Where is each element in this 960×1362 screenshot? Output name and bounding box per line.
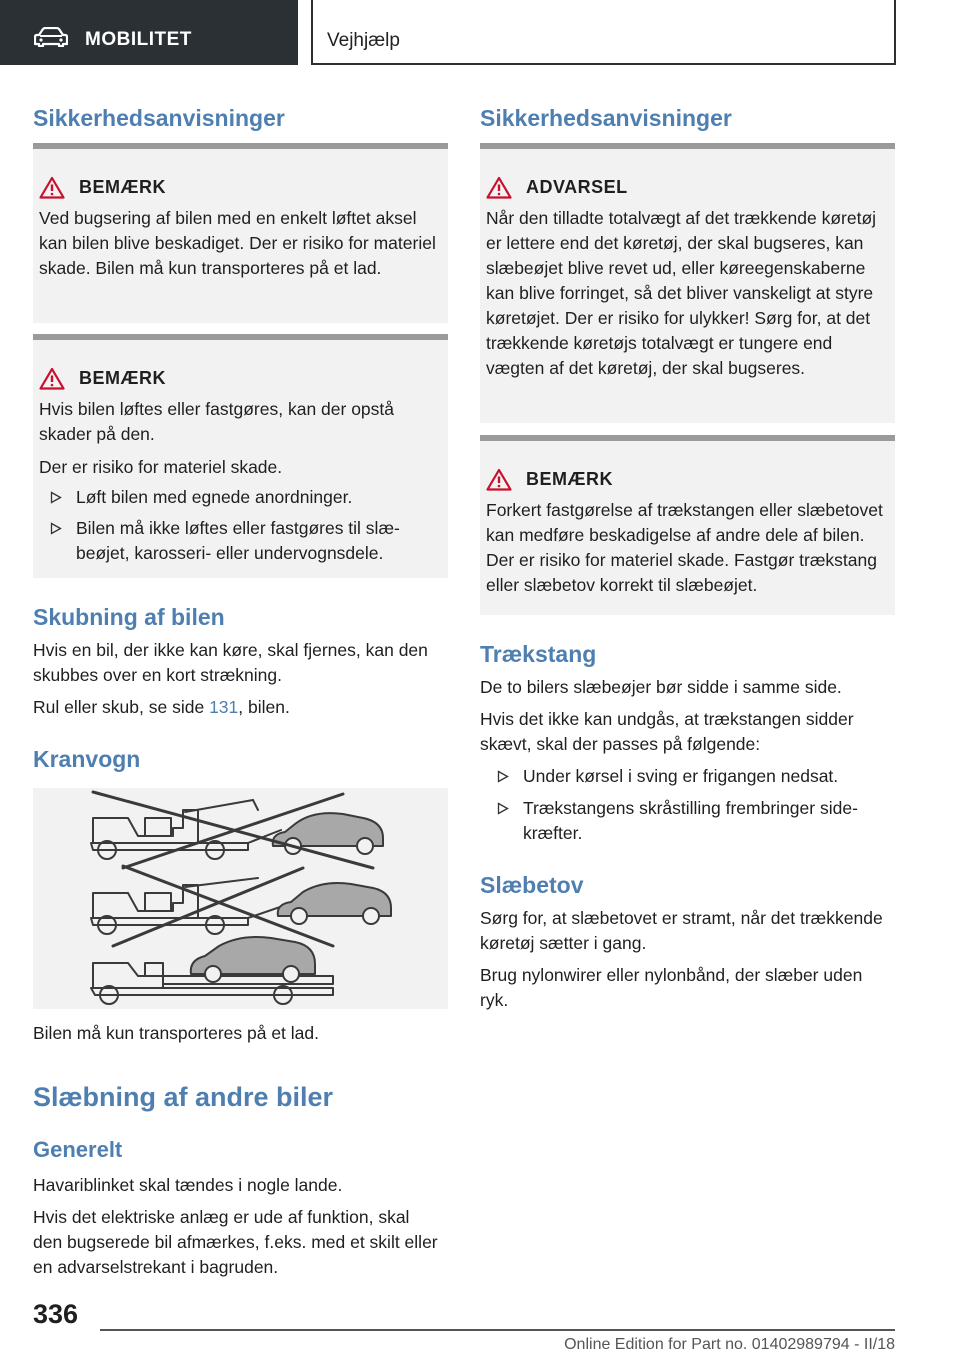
- notice-title: BEMÆRK: [79, 177, 166, 197]
- push-reference-text: Rul eller skub, se side: [33, 697, 210, 717]
- push-reference-text: , bilen.: [238, 697, 290, 717]
- towrope-heading: Slæbetov: [480, 872, 584, 898]
- notice-header: [486, 174, 628, 200]
- push-heading: Skubning af bilen: [33, 604, 225, 630]
- notice-text: Der er risiko for materiel skade.: [39, 457, 283, 477]
- notice-title: ADVARSEL: [526, 177, 628, 197]
- bullet-triangle-icon: [50, 485, 62, 510]
- notice-text: Hvis bilen løftes eller fastgøres, kan der opstå skader på den.: [39, 399, 395, 444]
- notice-box: [33, 334, 448, 578]
- list-item: [480, 796, 880, 846]
- warning-triangle-icon: [39, 176, 65, 199]
- list-item-text: Under kørsel i sving er frigangen nedsat.: [523, 766, 839, 786]
- towing-heading: Slæbning af andre biler: [33, 1082, 334, 1112]
- notice-box: [480, 435, 895, 615]
- tow-truck-drawing: [33, 788, 448, 1009]
- section-header-label: Vejhjælp: [327, 30, 400, 51]
- list-item-text: Trækstangens skråstilling frembringer sidekræfter.: [523, 798, 858, 843]
- list-item-text: Bilen må ikke løftes eller fastgøres til slæbeøjet, karosseri- eller undervognsdele.: [76, 518, 400, 563]
- illustration-caption: Bilen må kun transporteres på et lad.: [33, 1023, 319, 1043]
- notice-title: BEMÆRK: [526, 469, 613, 489]
- chapter-tab-label: MOBILITET: [85, 29, 192, 50]
- towbar-text: De to bilers slæbeøjer bør sidde i samme side.: [480, 677, 842, 697]
- crane-heading: Kranvogn: [33, 746, 141, 772]
- notice-header: [39, 174, 166, 200]
- chapter-tab[interactable]: [0, 0, 298, 65]
- page-link[interactable]: 131: [209, 697, 239, 717]
- safety-heading-right: Sikkerhedsanvisninger: [480, 105, 732, 131]
- list-item: [33, 485, 448, 510]
- general-heading: Generelt: [33, 1137, 123, 1162]
- notice-title: BEMÆRK: [79, 368, 166, 388]
- push-reference: [33, 695, 438, 720]
- car-icon: [34, 27, 68, 47]
- footer-divider: [100, 1329, 895, 1331]
- bullet-triangle-icon: [497, 796, 509, 821]
- warning-triangle-icon: [486, 176, 512, 199]
- towbar-heading: Trækstang: [480, 641, 597, 667]
- push-text: Hvis en bil, der ikke kan køre, skal fjernes, kan den skubbes over en kort strækning.: [33, 640, 428, 685]
- list-item: [33, 516, 438, 566]
- towrope-text: Brug nylonwirer eller nylonbånd, der slæber uden ryk.: [480, 965, 863, 1010]
- general-text: Havariblinket skal tændes i nogle lande.: [33, 1175, 343, 1195]
- edition-note: Online Edition for Part no. 01402989794 - II/18: [564, 1336, 895, 1353]
- notice-text: Når den tilladte totalvægt af det trækkende køretøj er lettere end det køretøj, der skal bugseres, kan slæbeøjet blive revet ud, eller køreegenskaberne kan blive forringet, så det bliver vanskeligt at styre køretøjet. Der er risiko for ulykker! Sørg for, at det trækkende køretøjs totalvægt er tungere end vægten af det køretøj, der skal bugseres.: [486, 208, 877, 378]
- general-text: Hvis det elektriske anlæg er ude af funktion, skal den bugserede bil afmærkes, f.eks. med et skilt eller en advarselstrekant i bagruden.: [33, 1207, 438, 1277]
- bullet-triangle-icon: [50, 516, 62, 541]
- notice-text: Ved bugsering af bilen med en enkelt løftet aksel kan bilen blive beskadiget. Der er risiko for materiel skade. Bilen må kun transporteres på et lad.: [39, 208, 436, 278]
- list-item: [480, 764, 895, 789]
- notice-header: [486, 466, 613, 492]
- towrope-text: Sørg for, at slæbetovet er stramt, når det trækkende køretøj sætter i gang.: [480, 908, 883, 953]
- bullet-triangle-icon: [497, 764, 509, 789]
- list-item-text: Løft bilen med egnede anordninger.: [76, 487, 353, 507]
- section-header: [311, 0, 896, 65]
- notice-box: [480, 143, 895, 423]
- page-number: 336: [33, 1299, 79, 1329]
- notice-header: [39, 365, 166, 391]
- warning-triangle-icon: [486, 468, 512, 491]
- safety-heading-left: Sikkerhedsanvisninger: [33, 105, 285, 131]
- towbar-text: Hvis det ikke kan undgås, at trækstangen sidder skævt, skal der passes på følgende:: [480, 709, 854, 754]
- warning-triangle-icon: [39, 367, 65, 390]
- notice-box: [33, 143, 448, 323]
- notice-text: Forkert fastgørelse af trækstangen eller slæbetovet kan medføre beskadigelse af andre dele af bilen. Der er risiko for materiel skade. Fastgør trækstang eller slæbetov korrekt til slæbeøjet.: [486, 500, 883, 595]
- tow-truck-illustration: [33, 788, 448, 1009]
